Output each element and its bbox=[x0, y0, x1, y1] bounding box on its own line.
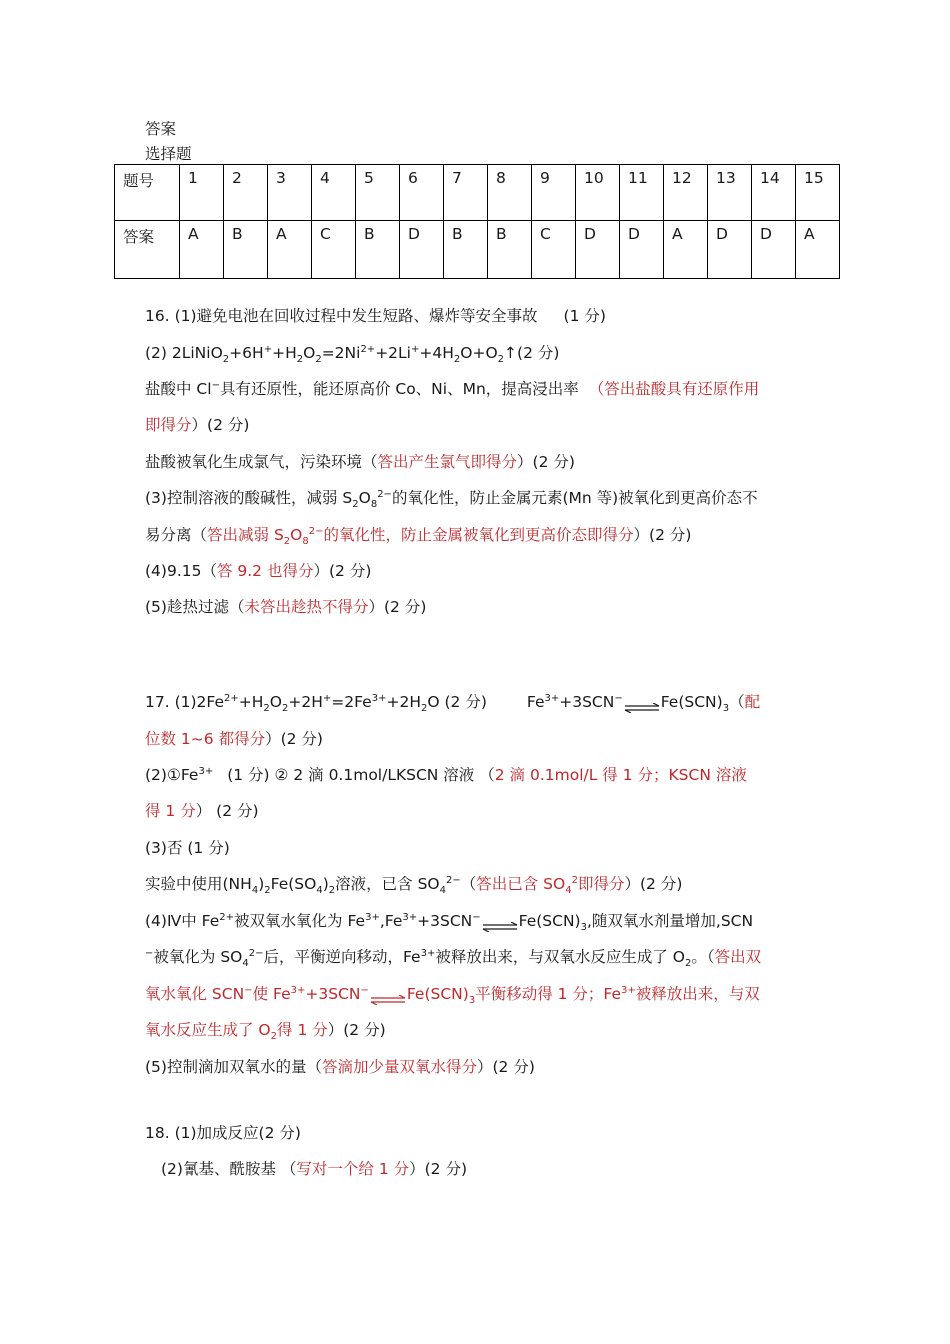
sup: 3+ bbox=[290, 984, 306, 996]
text: +2Li bbox=[375, 344, 411, 362]
text: 。（ bbox=[691, 948, 715, 966]
text: ) bbox=[322, 875, 329, 893]
answer-row bbox=[115, 221, 840, 279]
sup: − bbox=[614, 692, 623, 704]
scoring-note: 2 滴 0.1mol/L 得 1 分；KSCN 溶液 bbox=[494, 766, 747, 784]
text: +H bbox=[272, 344, 297, 362]
text: ）(2 分) bbox=[517, 453, 575, 471]
answer-cell: D bbox=[576, 221, 620, 279]
sup: + bbox=[263, 343, 273, 355]
text: =2Fe bbox=[331, 693, 372, 711]
number-cell: 13 bbox=[708, 165, 752, 221]
text: +4H bbox=[419, 344, 454, 362]
sup: 2− bbox=[377, 488, 392, 500]
text: （ bbox=[460, 875, 477, 893]
sup: 3+ bbox=[621, 984, 636, 996]
text: O bbox=[358, 489, 371, 507]
text: 即得分 bbox=[577, 875, 625, 893]
number-cell: 6 bbox=[400, 165, 444, 221]
row-label-number: 题号 bbox=[115, 165, 180, 221]
number-row bbox=[115, 165, 840, 221]
q17-line-4 bbox=[145, 801, 259, 821]
sup: − bbox=[472, 911, 481, 923]
text: (5)趁热过滤（ bbox=[145, 598, 245, 616]
text: ）(2 分) bbox=[624, 875, 683, 893]
sub: 2 bbox=[281, 703, 289, 715]
sub: 2 bbox=[283, 536, 291, 548]
sub: 4 bbox=[242, 958, 249, 970]
number-cell: 8 bbox=[488, 165, 532, 221]
text: Fe(SCN) bbox=[660, 693, 723, 711]
number-cell: 5 bbox=[356, 165, 400, 221]
sub: 2 bbox=[315, 354, 322, 366]
q16-line-5 bbox=[145, 452, 575, 472]
answer-cell: C bbox=[532, 221, 576, 279]
sup: 3+ bbox=[198, 765, 214, 777]
sub: 2 bbox=[420, 703, 428, 715]
answer-cell: D bbox=[752, 221, 796, 279]
answer-cell: B bbox=[444, 221, 488, 279]
sup: − bbox=[211, 379, 220, 391]
text: O bbox=[290, 526, 303, 544]
text: 实验中使用(NH bbox=[145, 875, 252, 893]
sub: 2 bbox=[222, 354, 230, 366]
q17-line-5: (3)否 (1 分) bbox=[145, 839, 230, 857]
sup: − bbox=[244, 984, 253, 996]
number-cell: 15 bbox=[796, 165, 840, 221]
q16-line-1 bbox=[145, 306, 606, 326]
sub: 2 bbox=[328, 885, 336, 897]
text: (2)①Fe bbox=[145, 766, 199, 784]
q17-line-2 bbox=[145, 729, 323, 749]
sub: 2 bbox=[270, 1031, 278, 1043]
sub: 4 bbox=[316, 885, 323, 897]
text: +3SCN bbox=[305, 985, 361, 1003]
scoring-note bbox=[145, 984, 760, 1007]
text: (5)控制滴加双氧水的量（ bbox=[145, 1058, 322, 1076]
sub: 2 bbox=[497, 354, 505, 366]
sup: 2+ bbox=[219, 911, 235, 923]
sup: 2+ bbox=[360, 343, 376, 355]
text: (2)氰基、酰胺基 （ bbox=[161, 1160, 297, 1178]
sup: 3+ bbox=[544, 692, 560, 704]
sup: 2− bbox=[445, 874, 461, 886]
sub: 4 bbox=[565, 885, 572, 897]
text: ）(2 分) bbox=[368, 598, 427, 616]
text: +H bbox=[238, 693, 264, 711]
text: (4)9.15（ bbox=[145, 562, 217, 580]
q17-line-7 bbox=[145, 911, 754, 934]
answer-cell: D bbox=[708, 221, 752, 279]
sup: 3+ bbox=[371, 692, 387, 704]
text: 后，平衡逆向移动，Fe bbox=[263, 948, 421, 966]
text: ) bbox=[258, 875, 265, 893]
q16-line-2 bbox=[145, 343, 560, 366]
text: O bbox=[269, 693, 282, 711]
row-label-answer: 答案 bbox=[115, 221, 180, 279]
text: ↑(2 分) bbox=[504, 344, 560, 362]
text: ）(2 分) bbox=[476, 1058, 535, 1076]
answer-cell: B bbox=[224, 221, 268, 279]
sub: 4 bbox=[439, 885, 446, 897]
sub: 2 bbox=[296, 354, 304, 366]
answer-cell: A bbox=[796, 221, 840, 279]
sup: − bbox=[360, 984, 369, 996]
q17-line-11 bbox=[145, 1057, 535, 1077]
text: 盐酸中 Cl bbox=[145, 380, 212, 398]
text: 被释放出来，与双 bbox=[635, 985, 760, 1003]
score: (1 分) bbox=[563, 307, 606, 325]
sub: 8 bbox=[370, 499, 378, 511]
text: (2) 2LiNiO bbox=[145, 344, 223, 362]
text: 的氧化性，防止金属被氧化到更高价态即得分 bbox=[323, 526, 634, 544]
number-cell: 2 bbox=[224, 165, 268, 221]
text: Fe(SCN) bbox=[406, 985, 469, 1003]
text: ）(2 分) bbox=[313, 562, 372, 580]
text: ）(2 分) bbox=[265, 730, 323, 748]
text: 易分离（ bbox=[145, 526, 208, 544]
sub: 2 bbox=[352, 499, 359, 511]
text: 的氧化性，防止金属元素(Mn 等)被氧化到更高价态不 bbox=[391, 489, 758, 507]
sub: 2 bbox=[453, 354, 461, 366]
q17-line-9 bbox=[145, 984, 760, 1007]
text: (3)控制溶液的酸碱性，减弱 S bbox=[145, 489, 353, 507]
scoring-note: （答出盐酸具有还原作用 bbox=[588, 380, 760, 398]
text: 氧水反应生成了 O bbox=[145, 1021, 271, 1039]
number-cell: 10 bbox=[576, 165, 620, 221]
number-cell: 9 bbox=[532, 165, 576, 221]
sub: 2 bbox=[263, 703, 270, 715]
sup: + bbox=[322, 692, 332, 704]
text: (4)Ⅳ中 Fe bbox=[145, 912, 220, 930]
text: 17. (1)2Fe bbox=[145, 693, 224, 711]
q17-line-6 bbox=[145, 874, 683, 897]
scoring-note: 位数 1~6 都得分 bbox=[145, 730, 266, 748]
number-cell: 12 bbox=[664, 165, 708, 221]
number-cell: 7 bbox=[444, 165, 488, 221]
text: ）(2 分) bbox=[633, 526, 692, 544]
text: 答出减弱 S bbox=[207, 526, 284, 544]
answer-cell: A bbox=[664, 221, 708, 279]
text: 16. (1)避免电池在回收过程中发生短路、爆炸等安全事故 bbox=[145, 307, 538, 325]
q16-line-7 bbox=[145, 525, 692, 548]
sub: 8 bbox=[302, 536, 309, 548]
q18-line-1: 18. (1)加成反应(2 分) bbox=[145, 1124, 301, 1142]
text: 使 Fe bbox=[252, 985, 291, 1003]
number-cell: 14 bbox=[752, 165, 796, 221]
scoring-note: 未答出趁热不得分 bbox=[244, 598, 369, 616]
q18-line-2 bbox=[161, 1159, 467, 1179]
sub: 4 bbox=[251, 885, 259, 897]
sup: 3+ bbox=[365, 911, 380, 923]
q17-line-8 bbox=[145, 947, 762, 970]
answer-table bbox=[114, 164, 840, 279]
answer-cell: D bbox=[620, 221, 664, 279]
q16-line-8 bbox=[145, 561, 371, 581]
text: ）(2 分) bbox=[191, 416, 250, 434]
text: +2H bbox=[288, 693, 323, 711]
q16-line-3 bbox=[145, 379, 759, 399]
equilibrium-arrow-icon bbox=[370, 990, 406, 1000]
answer-cell: C bbox=[312, 221, 356, 279]
number-cell: 11 bbox=[620, 165, 664, 221]
number-cell: 4 bbox=[312, 165, 356, 221]
text: 氧水氧化 SCN bbox=[145, 985, 245, 1003]
sub: 3 bbox=[468, 995, 476, 1007]
scoring-note bbox=[145, 1021, 328, 1043]
scoring-note: 答 9.2 也得分 bbox=[216, 562, 314, 580]
text: 平衡移动得 1 分；Fe bbox=[475, 985, 622, 1003]
answer-cell: A bbox=[180, 221, 224, 279]
sup: 3+ bbox=[402, 911, 418, 923]
scoring-note: 答滴加少量双氧水得分 bbox=[321, 1058, 477, 1076]
text: ）(2 分) bbox=[409, 1160, 467, 1178]
text: 具有还原性，能还原高价 Co、Ni、Mn，提高浸出率 bbox=[219, 380, 579, 398]
text: 溶液，已含 SO bbox=[335, 875, 440, 893]
q17-line-1 bbox=[145, 692, 761, 715]
scoring-note: 得 1 分 bbox=[145, 802, 196, 820]
text: ,Fe bbox=[379, 912, 403, 930]
text: 盐酸被氧化生成氯气，污染环境（ bbox=[145, 453, 378, 471]
equilibrium-arrow-icon bbox=[624, 698, 660, 708]
scoring-note bbox=[207, 525, 634, 548]
answer-cell: B bbox=[488, 221, 532, 279]
text: (1 分) ② 2 滴 0.1mol/LKSCN 溶液 （ bbox=[227, 766, 495, 784]
q17-line-10 bbox=[145, 1020, 386, 1043]
q17-line-3 bbox=[145, 765, 747, 785]
sup: 2− bbox=[308, 525, 324, 537]
number-cell: 3 bbox=[268, 165, 312, 221]
text: +3SCN bbox=[417, 912, 473, 930]
text: Fe bbox=[526, 693, 545, 711]
text: 被双氧水氧化为 Fe bbox=[234, 912, 366, 930]
subheading: 选择题 bbox=[145, 145, 192, 163]
sup: + bbox=[410, 343, 420, 355]
text: ,随双氧水剂量增加,SCN bbox=[586, 912, 754, 930]
sub: 3 bbox=[580, 922, 587, 934]
text: ）(2 分) bbox=[327, 1021, 386, 1039]
text: +3SCN bbox=[559, 693, 615, 711]
scoring-note: 即得分 bbox=[145, 416, 192, 434]
text: +6H bbox=[229, 344, 264, 362]
q16-line-6 bbox=[145, 488, 758, 511]
sup: 2 bbox=[571, 874, 578, 886]
scoring-note: 写对一个给 1 分 bbox=[296, 1160, 410, 1178]
text: 被氧化为 SO bbox=[153, 948, 243, 966]
answer-cell: A bbox=[268, 221, 312, 279]
answer-cell: D bbox=[400, 221, 444, 279]
sub: 3 bbox=[722, 703, 730, 715]
scoring-note: 答出产生氯气即得分 bbox=[377, 453, 518, 471]
text: 答出已含 SO bbox=[476, 875, 566, 893]
sup: 2+ bbox=[224, 692, 239, 704]
number-cell: 1 bbox=[180, 165, 224, 221]
text: 得 1 分 bbox=[277, 1021, 328, 1039]
sup: 3+ bbox=[420, 947, 436, 959]
sub: 2 bbox=[684, 958, 692, 970]
answer-cell: B bbox=[356, 221, 400, 279]
text: Fe(SCN) bbox=[518, 912, 581, 930]
scoring-note: 配 bbox=[744, 693, 761, 711]
equilibrium-arrow-icon bbox=[482, 917, 518, 927]
text: （ bbox=[729, 693, 745, 711]
sup: − bbox=[145, 947, 154, 959]
scoring-note bbox=[476, 874, 625, 897]
text: Fe(SO bbox=[270, 875, 317, 893]
q16-line-4 bbox=[145, 415, 249, 435]
sub: 2 bbox=[264, 885, 271, 897]
text: O+O bbox=[460, 344, 498, 362]
text: ） (2 分) bbox=[195, 802, 259, 820]
text: 被释放出来，与双氧水反应生成了 O bbox=[435, 948, 685, 966]
q16-line-9 bbox=[145, 597, 426, 617]
text: O bbox=[303, 344, 316, 362]
text: +2H bbox=[386, 693, 421, 711]
text: =2Ni bbox=[321, 344, 361, 362]
scoring-note: 答出双 bbox=[714, 948, 762, 966]
sup: 2− bbox=[248, 947, 264, 959]
heading: 答案 bbox=[145, 120, 177, 138]
text: O (2 分) bbox=[427, 693, 487, 711]
